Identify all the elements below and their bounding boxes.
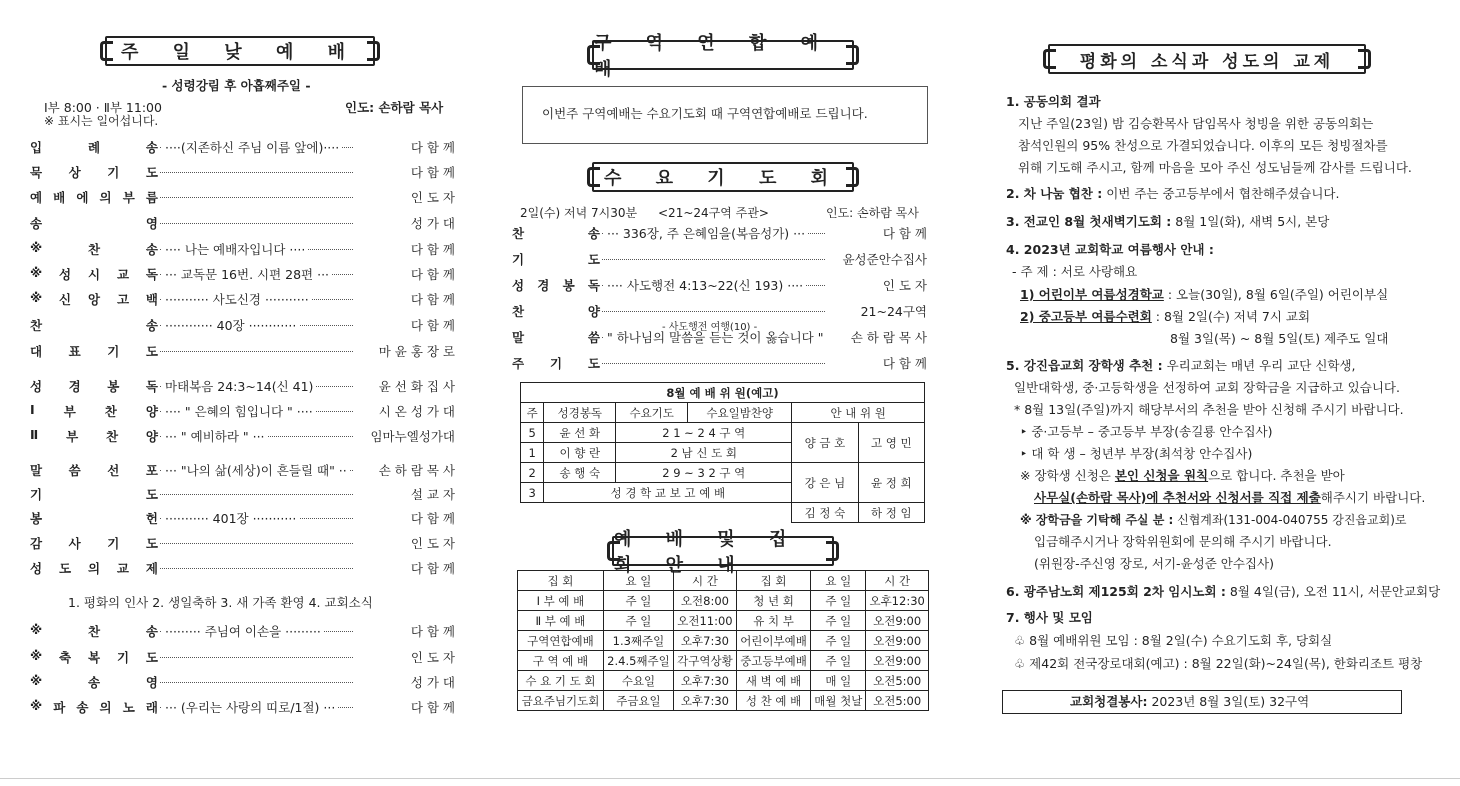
meeting-cell: Ⅰ 부 예 배 (518, 591, 604, 611)
notice-5-donate-head: ※ 장학금을 기탁해 주실 분 : (1020, 513, 1174, 527)
order-label: ※ 송 영 (30, 673, 158, 690)
order-label: 봉 헌 (30, 511, 158, 526)
order-label: ※ 성 시 교 독 (30, 265, 158, 282)
cleaning-duty-label: 교회청결봉사: (1070, 694, 1148, 709)
meeting-header: 집 회 (736, 571, 810, 591)
order-who: 인 도 자 (410, 190, 455, 205)
order-item (30, 377, 455, 395)
notice-5-line: ‣ 대 학 생 – 청년부 부장(최석창 안수집사) (1020, 446, 1253, 461)
fellowship-note: 1. 평화의 인사 2. 생일축하 3. 새 가족 환영 4. 교회소식 (68, 595, 373, 610)
meeting-cell: 수 요 기 도 회 (518, 671, 604, 691)
news-title: 평화의 소식과 성도의 교제 (1048, 44, 1366, 74)
meeting-header: 집 회 (518, 571, 604, 591)
order-item (30, 163, 455, 181)
order-item (30, 461, 455, 479)
notice-4-head: 4. 2023년 교회학교 여름행사 안내 : (1006, 242, 1214, 257)
notice-4-theme: - 주 제 : 서로 사랑해요 (1012, 264, 1138, 279)
duty-blank (521, 503, 792, 523)
notice-5-donate-text: 신협계좌(131-004-040755 강진읍교회)로 (1173, 513, 1407, 527)
meeting-cell: 각구역상황 (674, 651, 737, 671)
meeting-cell: 오후7:30 (674, 631, 737, 651)
notice-5-note: ※ 장학생 신청은 (1020, 468, 1115, 483)
order-detail: ··· 교독문 16번. 시편 28편 ··· (162, 265, 332, 283)
order-who: 다 함 께 (410, 165, 455, 180)
meeting-cell: 주 일 (811, 651, 866, 671)
duty-header: 수요일밤찬양 (688, 403, 792, 423)
order-item (512, 354, 927, 372)
leader-dots (160, 543, 353, 544)
order-detail: 마태복음 24:3~14(신 41) (162, 377, 316, 395)
order-label: 대 표 기 도 (30, 344, 158, 359)
duty-reader: 송 행 숙 (544, 463, 616, 483)
order-item (30, 485, 455, 503)
meeting-cell: 유 치 부 (736, 611, 810, 631)
order-detail: ············ 40장 ············ (162, 316, 299, 334)
order-detail: ····(지존하신 주님 이름 앞에)···· (162, 138, 342, 156)
duty-week: 1 (521, 443, 544, 463)
order-detail: ··· (우리는 사랑의 띠로/1절) ··· (162, 698, 338, 716)
order-detail: ········· 주님여 이손을 ········· (162, 622, 324, 640)
leader-dots (160, 657, 353, 658)
meeting-row (518, 691, 929, 711)
notice-2-text: 이번 주는 중고등부에서 협찬해주셨습니다. (1106, 186, 1340, 201)
leader-dots (160, 223, 353, 224)
order-label: 예 배 에 의 부 름 (30, 190, 158, 205)
order-who: 성 가 대 (410, 675, 455, 690)
order-label: 말 씀 선 포 (30, 463, 158, 478)
notice-5-note-bold: 사무실(손하람 목사)에 추천서와 신청서를 직접 제출 (1034, 490, 1321, 505)
order-who: 다 함 께 (410, 140, 455, 155)
duty-wed: 2 1 ~ 2 4 구 역 (616, 423, 792, 443)
order-label: 성 경 봉 독 (512, 278, 600, 293)
meeting-cell: 금요주님기도회 (518, 691, 604, 711)
meeting-cell: 주 일 (811, 631, 866, 651)
notice-6-head: 6. 광주남노회 제125회 2차 임시노회 : (1006, 584, 1226, 599)
notice-4b-text2: 8월 3일(목) ~ 8월 5일(토) 제주도 일대 (1170, 331, 1389, 346)
order-label: 찬 송 (512, 226, 600, 241)
meeting-cell: 1.3째주일 (603, 631, 673, 651)
order-detail: " 하나님의 말씀을 듣는 것이 옳습니다 " (604, 328, 826, 346)
order-item (30, 534, 455, 552)
meeting-row (518, 651, 929, 671)
duty-roster-title: 8월 예 배 위 원(예고) (521, 383, 925, 403)
order-label: 입 례 송 (30, 140, 158, 155)
order-item (30, 290, 455, 308)
order-who: 윤성준안수집사 (842, 252, 927, 267)
meeting-header: 시 간 (674, 571, 737, 591)
order-label: ※ 파 송 의 노 래 (30, 698, 158, 715)
order-item (512, 302, 927, 320)
leader-dots (602, 259, 825, 260)
duty-week: 2 (521, 463, 544, 483)
wednesday-prayer-title: 수 요 기 도 회 (592, 162, 854, 192)
worship-times: Ⅰ부 8:00 · Ⅱ부 11:00 (44, 100, 162, 115)
page-bottom-rule (0, 778, 1460, 779)
meeting-row (518, 631, 929, 651)
order-label: 송 영 (30, 216, 158, 231)
meeting-cell: 주금요일 (603, 691, 673, 711)
meeting-cell: 오후12:30 (866, 591, 929, 611)
notice-7-head: 7. 행사 및 모임 (1006, 610, 1093, 625)
meetings-table (517, 570, 929, 711)
notice-1-line: 지난 주일(23일) 밤 김승환목사 담임목사 청빙을 위한 공동의회는 (1018, 116, 1374, 131)
sunday-worship-title: 주 일 낮 예 배 (105, 36, 375, 66)
meeting-cell: 청 년 회 (736, 591, 810, 611)
leader-dots (602, 311, 825, 312)
duty-wed: 2 9 ~ 3 2 구 역 (616, 463, 792, 483)
notice-5-note: (위원장-주신영 장로, 서기-윤성준 안수집사) (1034, 556, 1274, 571)
order-label: ※ 축 복 기 도 (30, 648, 158, 665)
meeting-cell: 구 역 예 배 (518, 651, 604, 671)
notice-3-text: 8월 1일(화), 새벽 5시, 본당 (1175, 214, 1330, 229)
order-item (30, 402, 455, 420)
notice-5-text: 우리교회는 매년 우리 교단 신학생, (1166, 358, 1356, 373)
order-label: 찬 송 (30, 318, 158, 333)
usher: 강 은 님 (792, 463, 858, 503)
stand-note: ※ 표시는 일어섭니다. (44, 114, 159, 128)
duty-wed: 2 남 신 도 회 (616, 443, 792, 463)
order-detail: ··· 336장, 주 은혜임을(복음성가) ··· (604, 224, 808, 242)
order-detail: ···· 사도행전 4:13~22(신 193) ···· (604, 276, 806, 294)
meeting-row (518, 671, 929, 691)
order-who: 21~24구역 (860, 304, 927, 319)
order-detail: ···· 나는 예배자입니다 ···· (162, 240, 308, 258)
order-item (30, 622, 455, 640)
order-item (30, 188, 455, 206)
notice-1-line: 참석인원의 95% 찬성으로 가결되었습니다. 이후의 모든 청빙절차를 (1018, 138, 1388, 153)
duty-header: 성경봉독 (544, 403, 616, 423)
order-who: 인 도 자 (882, 278, 927, 293)
duty-reader: 이 향 란 (544, 443, 616, 463)
meeting-cell: 구역연합예배 (518, 631, 604, 651)
order-label: ※ 찬 송 (30, 240, 158, 257)
order-who: 다 함 께 (410, 511, 455, 526)
meeting-cell: 주 일 (603, 591, 673, 611)
order-item (30, 138, 455, 156)
meeting-cell: 오전9:00 (866, 651, 929, 671)
order-who: 다 함 께 (882, 356, 927, 371)
order-label: Ⅱ 부 찬 양 (30, 427, 158, 444)
notice-7-item: ♧ 제42회 전국장로대회(예고) : 8월 22일(화)~24일(목), 한화리조트 평창 (1014, 656, 1423, 671)
duty-roster-table (520, 382, 925, 523)
meeting-cell: 오전9:00 (866, 631, 929, 651)
order-who: 마 윤 홍 장 로 (378, 344, 455, 359)
worship-leader: 인도: 손하람 목사 (345, 100, 444, 115)
order-who: 다 함 께 (410, 242, 455, 257)
order-label: 묵 상 기 도 (30, 165, 158, 180)
leader-dots (160, 682, 353, 683)
leader-dots (160, 494, 353, 495)
duty-header: 수요기도 (616, 403, 688, 423)
order-detail: ··········· 401장 ··········· (162, 509, 299, 527)
meeting-cell: 오전5:00 (866, 691, 929, 711)
meeting-cell: 새 벽 예 배 (736, 671, 810, 691)
order-detail: ··· " 예비하라 " ··· (162, 427, 268, 445)
notice-5-head: 5. 강진읍교회 장학생 추천 : (1006, 358, 1163, 373)
notice-4a-text: : 오늘(30일), 8월 6일(주일) 어린이부실 (1167, 287, 1389, 302)
order-who: 손 하 람 목 사 (378, 463, 455, 478)
duty-reader: 성 경 학 교 보 고 예 배 (544, 483, 792, 503)
order-label: ※ 찬 송 (30, 622, 158, 639)
meeting-cell: 2.4.5째주일 (603, 651, 673, 671)
leader-dots (160, 172, 353, 173)
order-who: 인 도 자 (410, 536, 455, 551)
meeting-cell: 성 찬 예 배 (736, 691, 810, 711)
notice-5-line: * 8월 13일(주일)까지 해당부서의 추천을 받아 신청해 주시기 바랍니다. (1014, 402, 1404, 417)
usher: 하 정 임 (858, 503, 924, 523)
notice-5-line: 일반대학생, 중·고등학생을 선정하여 교회 장학금을 지급하고 있습니다. (1014, 380, 1400, 395)
order-label: 말 씀 (512, 330, 600, 345)
order-item (512, 224, 927, 242)
order-who: 시 온 성 가 대 (378, 404, 455, 419)
notice-4b-label: 2) 중고등부 여름수련회 (1020, 309, 1152, 324)
order-item (30, 509, 455, 527)
leader-dots (160, 351, 353, 352)
order-who: 다 함 께 (410, 624, 455, 639)
meeting-cell: 오전8:00 (674, 591, 737, 611)
meeting-cell: 매 일 (811, 671, 866, 691)
order-item (512, 250, 927, 268)
order-item (30, 342, 455, 360)
notice-4a-label: 1) 어린이부 여름성경학교 (1020, 287, 1164, 302)
order-item (512, 276, 927, 294)
notice-5-note: 해주시기 바랍니다. (1320, 490, 1426, 505)
order-item (30, 240, 455, 258)
meeting-cell: 어린이부예배 (736, 631, 810, 651)
wednesday-host: <21~24구역 주관> (658, 206, 769, 220)
order-who: 다 함 께 (410, 292, 455, 307)
order-who: 손 하 람 목 사 (850, 330, 927, 345)
order-item (30, 265, 455, 283)
duty-reader: 윤 선 화 (544, 423, 616, 443)
meeting-cell: 주 일 (603, 611, 673, 631)
order-label: 감 사 기 도 (30, 536, 158, 551)
wednesday-date: 2일(수) 저녁 7시30분 (520, 206, 638, 220)
notice-5-note: 입금해주시거나 장학위원회에 문의해 주시기 바랍니다. (1034, 534, 1332, 549)
order-item (30, 648, 455, 666)
meeting-header: 요 일 (603, 571, 673, 591)
order-label: ※ 신 앙 고 백 (30, 290, 158, 307)
notice-5-note-bold: 본인 신청을 원칙 (1114, 468, 1209, 483)
meeting-cell: 오전5:00 (866, 671, 929, 691)
meeting-cell: 주 일 (811, 611, 866, 631)
notice-5-note: 으로 합니다. 추천을 받아 (1208, 468, 1345, 483)
order-label: Ⅰ 부 찬 양 (30, 402, 158, 419)
order-label: 성 도 의 교 제 (30, 561, 158, 576)
worship-subtitle: - 성령강림 후 아홉째주일 - (162, 78, 311, 93)
order-item (30, 698, 455, 716)
meeting-cell: 오전9:00 (866, 611, 929, 631)
order-detail: ···· " 은혜의 힘입니다 " ···· (162, 402, 316, 420)
meeting-cell: 매월 첫날 (811, 691, 866, 711)
leader-dots (160, 568, 353, 569)
order-who: 성 가 대 (410, 216, 455, 231)
notice-2-head: 2. 차 나눔 협찬 : (1006, 186, 1103, 201)
notice-6-text: 8월 4일(금), 오전 11시, 서문안교회당 (1229, 584, 1441, 599)
usher: 김 정 숙 (792, 503, 858, 523)
order-label: 기 도 (30, 487, 158, 502)
usher: 윤 정 희 (858, 463, 924, 503)
order-item (30, 427, 455, 445)
usher: 양 금 호 (792, 423, 858, 463)
meeting-cell: Ⅱ 부 예 배 (518, 611, 604, 631)
district-worship-title: 구 역 연 합 예 배 (592, 40, 854, 70)
sermon-reference: - 사도행전 여행(10) - (662, 322, 758, 333)
order-who: 윤 선 화 집 사 (378, 379, 455, 394)
meeting-header: 요 일 (811, 571, 866, 591)
order-who: 다 함 께 (410, 561, 455, 576)
meeting-cell: 주 일 (811, 591, 866, 611)
meeting-header: 시 간 (866, 571, 929, 591)
district-notice-text: 이번주 구역예배는 수요기도회 때 구역연합예배로 드립니다. (542, 106, 868, 121)
notice-3-head: 3. 전교인 8월 첫새벽기도회 : (1006, 214, 1172, 229)
meetings-title: 예 배 및 집 회 안 내 (612, 536, 834, 566)
meeting-row (518, 591, 929, 611)
order-item (30, 214, 455, 232)
order-item (30, 316, 455, 334)
leader-dots (602, 363, 825, 364)
meeting-cell: 중고등부예배 (736, 651, 810, 671)
order-who: 임마누엘성가대 (370, 429, 455, 444)
order-item (30, 673, 455, 691)
order-detail: ··········· 사도신경 ··········· (162, 290, 312, 308)
order-label: 주 기 도 (512, 356, 600, 371)
duty-week: 5 (521, 423, 544, 443)
duty-header: 안 내 위 원 (792, 403, 925, 423)
order-who: 다 함 께 (410, 267, 455, 282)
order-who: 다 함 께 (410, 700, 455, 715)
order-who: 설 교 자 (410, 487, 455, 502)
meeting-cell: 오후7:30 (674, 691, 737, 711)
meeting-cell: 오후7:30 (674, 671, 737, 691)
leader-dots (160, 197, 353, 198)
order-item (30, 559, 455, 577)
notice-5-line: ‣ 중·고등부 – 중고등부 부장(송길룡 안수집사) (1020, 424, 1273, 439)
cleaning-duty-text: 2023년 8월 3일(토) 32구역 (1151, 694, 1310, 709)
order-who: 다 함 께 (410, 318, 455, 333)
order-label: 기 도 (512, 252, 600, 267)
order-who: 인 도 자 (410, 650, 455, 665)
notice-7-item: ♧ 8월 예배위원 모임 : 8월 2일(수) 수요기도회 후, 당회실 (1014, 633, 1333, 648)
meeting-cell: 수요일 (603, 671, 673, 691)
order-who: 다 함 께 (882, 226, 927, 241)
notice-1-line: 위해 기도해 주시고, 함께 마음을 모아 주신 성도님들께 감사를 드립니다. (1018, 160, 1412, 175)
duty-header: 주 (521, 403, 544, 423)
wednesday-leader: 인도: 손하람 목사 (826, 206, 919, 220)
order-detail: ··· "나의 삶(세상)이 흔들릴 때" ·· (162, 461, 350, 479)
meeting-cell: 오전11:00 (674, 611, 737, 631)
notice-4b-text: : 8월 2일(수) 저녁 7시 교회 (1155, 309, 1311, 324)
duty-week: 3 (521, 483, 544, 503)
usher: 고 영 민 (858, 423, 924, 463)
order-label: 성 경 봉 독 (30, 379, 158, 394)
notice-1-head: 1. 공동의회 결과 (1006, 94, 1101, 109)
order-label: 찬 양 (512, 304, 600, 319)
meeting-row (518, 611, 929, 631)
